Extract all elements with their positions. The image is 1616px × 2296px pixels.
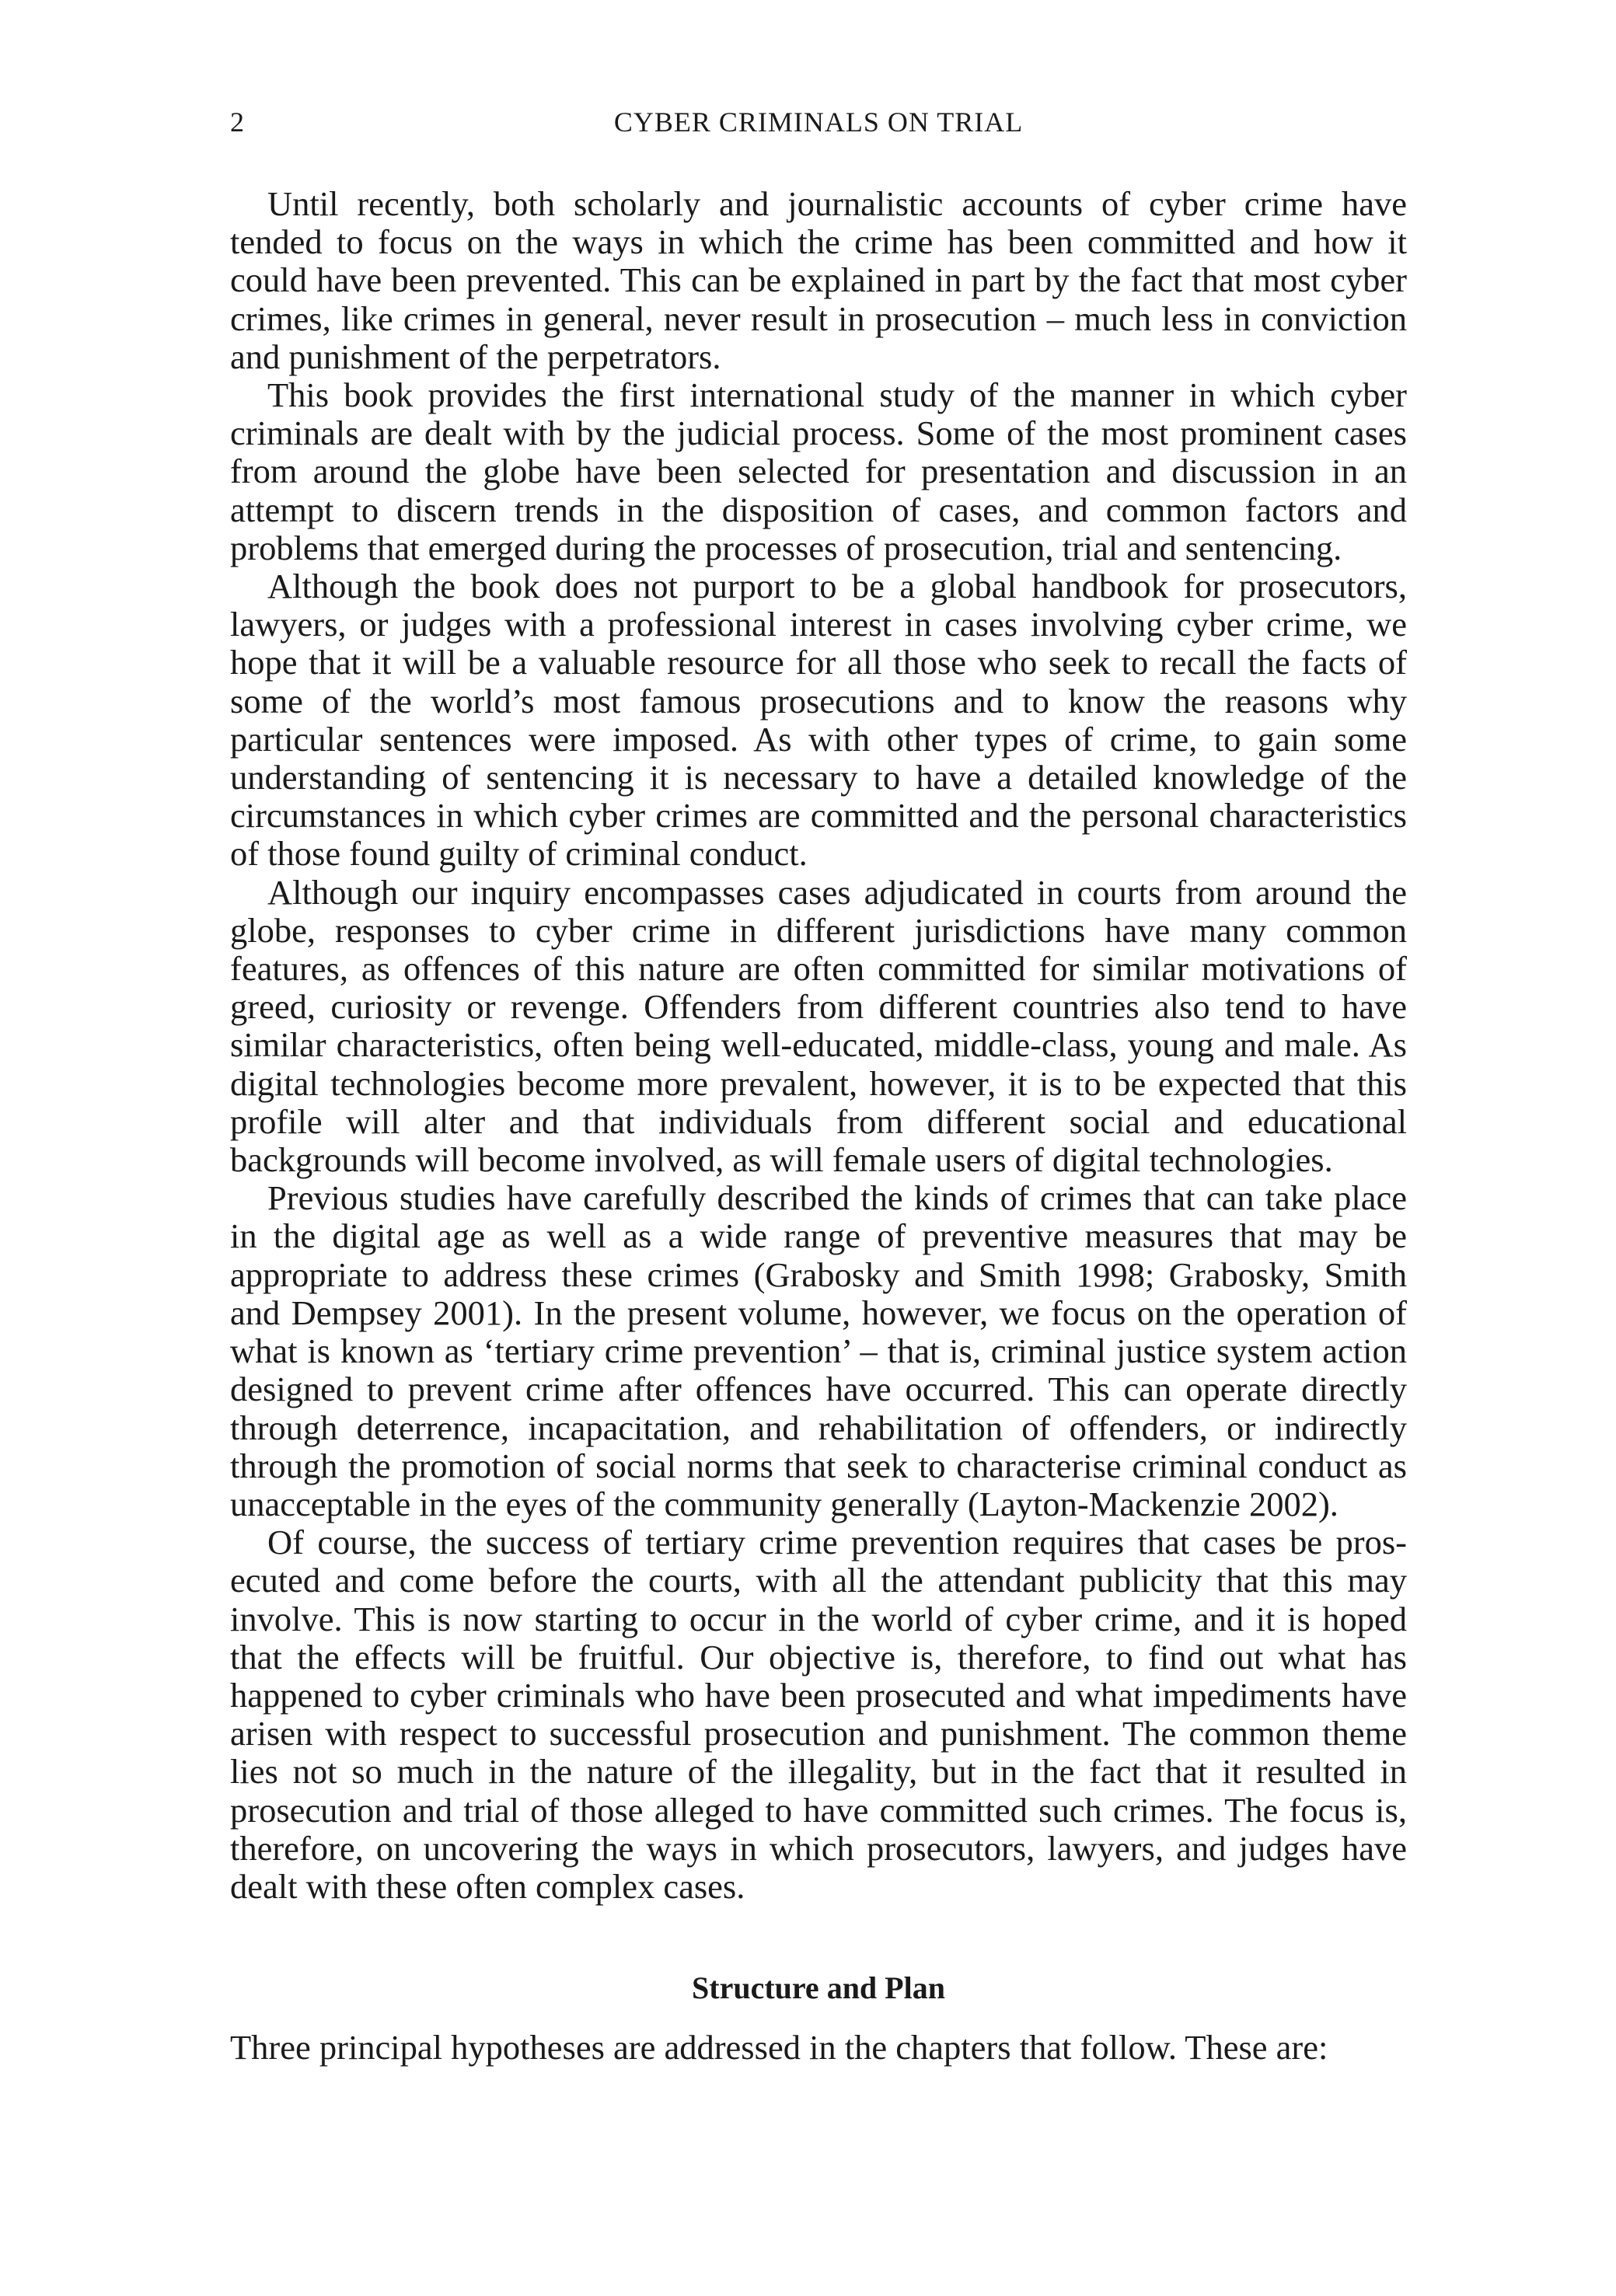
paragraph-previous-studies: Previous studies have carefully described the kinds of crimes that can take place in the digital age as well as a wide range of preventive measures that may be appropriate to address these crimes (Grabosky and Smith 1998; Grabosky, Smith and Dempsey 2001). In the present volume, however, we focus on the operation of what is known as ‘tertiary crime prevention’ – that is, criminal justice system action designed to prevent crime after offences have occurred. This can operate directly through deterrence, incapacitation, and rehabilitation of offenders, or indirectly through the promotion of social norms that seek to characterise criminal conduct as unacceptable in the eyes of the community generally (Layton-Mackenzie 2002). <box>230 1178 1407 1523</box>
body-text <box>230 185 1407 1906</box>
paragraph-tertiary-prevention: Of course, the success of tertiary crime prevention requires that cases be prosecuted and come before the courts, with all the attendant publicity that this may involve. This is now starting to occur in the world of cyber crime, and it is hoped that the effects will be fruitful. Our objective is, therefore, to find out what has happened to cyber criminals who have been prosecuted and what impediments have arisen with respect to successful prosecution and punishment. The common theme lies not so much in the nature of the illegality, but in the fact that it resulted in prosecution and trial of those alleged to have committed such crimes. The focus is, therefore, on uncovering the ways in which prosecutors, lawyers, and judges have dealt with these often complex cases. <box>230 1523 1407 1906</box>
section-heading: Structure and Plan <box>692 1970 945 2005</box>
paragraph-resource: Although the book does not purport to be a global handbook for prosecutors, lawyers, or judges with a professional interest in cases involving cyber crime, we hope that it will be a valuable resource for all those who seek to recall the facts of some of the world’s most famous prosecutions and to know the reasons why particular sentences were imposed. As with other types of crime, to gain some understanding of sentencing it is necessary to have a detailed knowledge of the circumstances in which cyber crimes are committed and the personal characteristics of those found guilty of criminal conduct. <box>230 567 1407 874</box>
section-intro-text <box>230 2029 1407 2067</box>
running-title: CYBER CRIMINALS ON TRIAL <box>613 106 1024 138</box>
paragraph-book-purpose: This book provides the first international study of the manner in which cyber criminals are dealt with by the judicial process. Some of the most prominent cases from around the globe have been selected for presentation and discussion in an attempt to discern trends in the disposition of cases, and common factors and problems that emerged during the processes of prosecution, trial and sentencing. <box>230 375 1407 567</box>
paragraph-intro: Until recently, both scholarly and journalistic accounts of cyber crime have tended to focus on the ways in which the crime has been committed and how it could have been prevented. This can be explained in part by the fact that most cyber crimes, like crimes in general, never result in prosecution – much less in conviction and punishment of the perpetrators. <box>230 184 1407 376</box>
paragraph-inquiry: Although our inquiry encompasses cases adjudicated in courts from around the globe, responses to cyber crime in different jurisdictions have many common features, as offences of this nature are often committed for similar motivations of greed, curiosity or revenge. Offenders from different countries also tend to have similar characteristics, often being well-educated, middle-class, young and male. As digital technologies become more prevalent, however, it is to be expected that this profile will alter and that individuals from different social and educational backgrounds will become involved, as will female users of digital technologies. <box>230 872 1407 1180</box>
page-number: 2 <box>230 106 245 138</box>
paragraph-hypotheses-intro: Three principal hypotheses are addressed in the chapters that follow. These are: <box>230 2028 1328 2067</box>
running-head <box>230 106 1407 152</box>
